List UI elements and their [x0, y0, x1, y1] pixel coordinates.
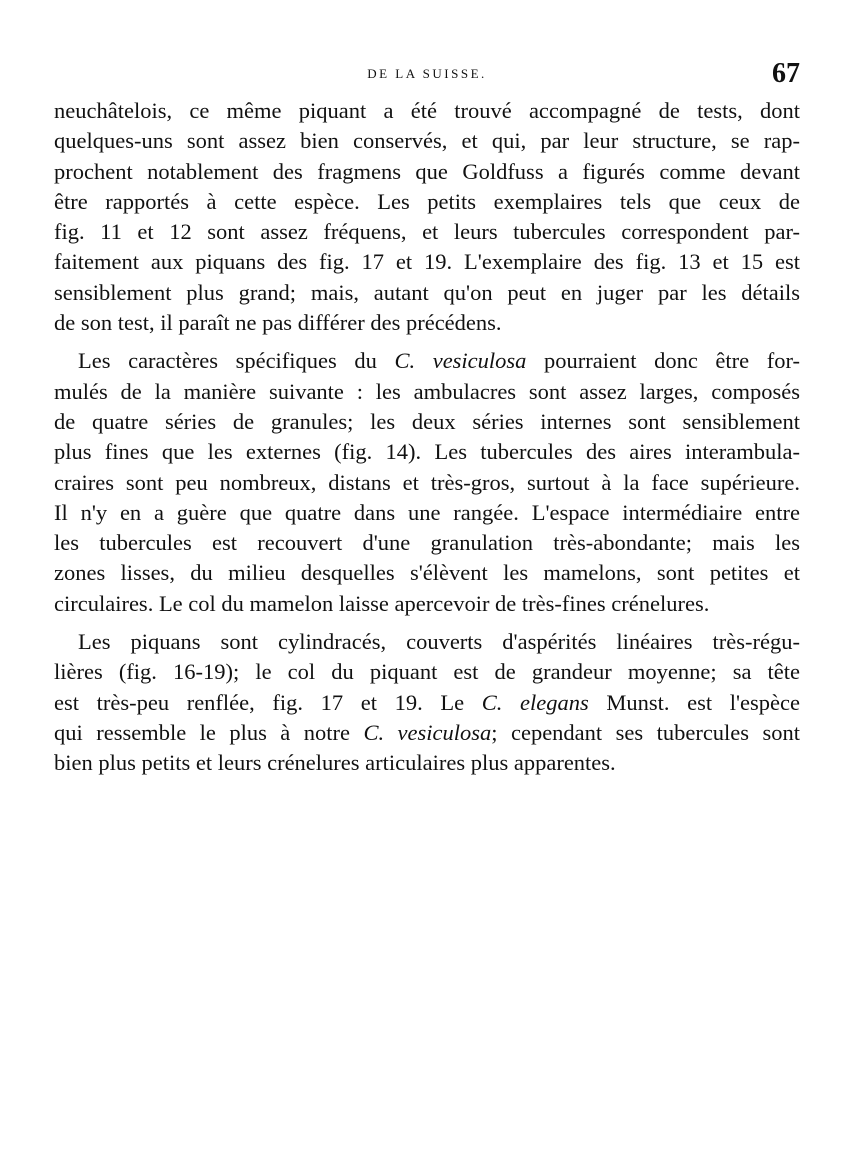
text-run: neuchâtelois, ce même piquant a été trouvé accompagné de tests, dont: [54, 98, 800, 123]
text-run: Les piquans sont cylindracés, couverts d'aspérités linéaires très-régu-: [78, 629, 800, 655]
text-run: être rapportés à cette espèce. Les petits exemplaires tels que ceux de: [54, 188, 800, 214]
text-run: qui ressemble le plus à notre: [54, 719, 364, 745]
text-run: pourraient donc être for-: [526, 348, 800, 374]
text-run: faitement aux piquans des fig. 17 et 19. L'exemplaire des fig. 13 et 15 est: [54, 249, 800, 275]
text-line: [54, 437, 800, 467]
text-run: lières (fig. 16-19); le col du piquant est de grandeur moyenne; sa tête: [54, 659, 800, 685]
text-line: [54, 688, 800, 718]
text-run: zones lisses, du milieu desquelles s'élèvent les mamelons, sont petites et: [54, 560, 800, 586]
text-line: [54, 748, 800, 778]
text-line: [54, 657, 800, 687]
text-line: [54, 558, 800, 588]
text-run: Munst. est l'espèce: [588, 689, 800, 715]
text-run: sensiblement plus grand; mais, autant qu'on peut en juger par les détails: [54, 279, 800, 305]
text-line: [54, 308, 800, 338]
text-run: craires sont peu nombreux, distans et très-gros, surtout à la face supérieure.: [54, 469, 800, 495]
text-run: fig. 11 et 12 sont assez fréquens, et leurs tubercules correspondent par-: [54, 219, 800, 245]
text-line: [54, 126, 800, 156]
text-line: [54, 718, 800, 748]
text-run: mulés de la manière suivante : les ambulacres sont assez larges, composés: [54, 378, 800, 404]
text-run: plus fines que les externes (fig. 14). Les tubercules des aires interambula-: [54, 439, 800, 465]
text-run: Les caractères spécifiques du: [78, 348, 395, 374]
text-line: [54, 346, 800, 376]
text-run: de son test, il paraît ne pas différer des précédens.: [54, 310, 502, 336]
paragraph: [54, 96, 800, 338]
text-line: [54, 407, 800, 437]
paragraph: [54, 346, 800, 619]
text-line: [54, 278, 800, 308]
text-run: ; cependant ses tubercules sont: [491, 719, 801, 745]
italic-taxon-name: C. vesiculosa: [363, 719, 492, 745]
text-line: [54, 528, 800, 558]
text-run: bien plus petits et leurs crénelures articulaires plus apparentes.: [54, 750, 616, 776]
text-line: [54, 247, 800, 277]
text-run: quelques-uns sont assez bien conservés, et qui, par leur structure, se rap-: [54, 128, 800, 154]
text-run: prochent notablement des fragmens que Goldfuss a figurés comme devant: [54, 158, 800, 184]
paragraph: [54, 627, 800, 778]
text-line: [54, 157, 800, 187]
text-line: [54, 498, 800, 528]
text-run: de quatre séries de granules; les deux séries internes sont sensiblement: [54, 408, 800, 434]
text-line: [54, 468, 800, 498]
text-run: est très-peu renflée, fig. 17 et 19. Le: [54, 689, 482, 715]
italic-taxon-name: C. vesiculosa: [394, 348, 527, 374]
text-line: [54, 377, 800, 407]
running-head: [54, 58, 800, 92]
running-title: DE LA SUISSE.: [367, 66, 487, 81]
page-number: 67: [772, 58, 800, 89]
text-line: [54, 96, 800, 126]
text-line: [54, 217, 800, 247]
body-text: [54, 96, 800, 779]
text-run: circulaires. Le col du mamelon laisse apercevoir de très-fines crénelures.: [54, 590, 710, 616]
text-run: les tubercules est recouvert d'une granulation très-abondante; mais les: [54, 530, 800, 556]
text-run: Il n'y en a guère que quatre dans une rangée. L'espace intermédiaire entre: [54, 499, 800, 525]
italic-taxon-name: C. elegans: [481, 689, 589, 715]
text-line: [54, 627, 800, 657]
text-line: [54, 187, 800, 217]
text-line: [54, 589, 800, 619]
